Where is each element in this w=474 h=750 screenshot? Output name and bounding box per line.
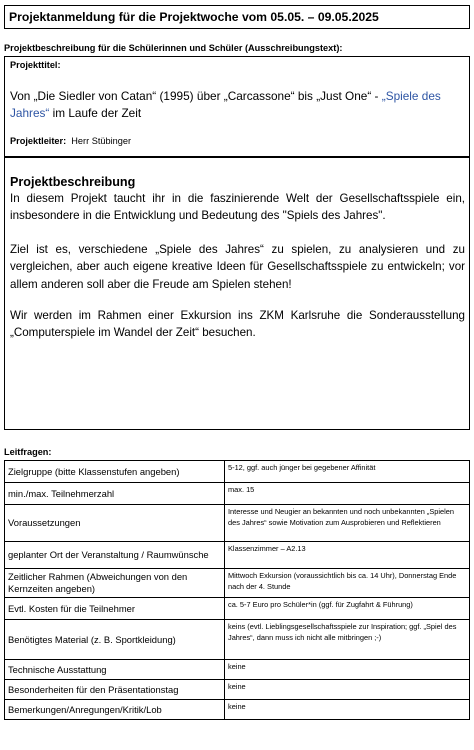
table-row (5, 620, 470, 660)
question-cell: Bemerkungen/Anregungen/Kritik/Lob (5, 700, 225, 720)
question-cell: geplanter Ort der Veranstaltung / Raumwünsche (5, 542, 225, 569)
answer-cell: keins (evtl. Lieblingsgesellschaftsspiele zur Inspiration; ggf. „Spiel des Jahres“, dann muss ich nicht alle mitbringen ;-) (225, 620, 470, 660)
project-description-heading: Projektbeschreibung (10, 175, 136, 189)
answer-cell: Mittwoch Exkursion (voraussichtlich bis ca. 14 Uhr), Donnerstag Ende nach der 4. Stunde (225, 569, 470, 598)
question-cell: Besonderheiten für den Präsentationstag (5, 680, 225, 700)
description-paragraph: Wir werden im Rahmen einer Exkursion ins ZKM Karlsruhe die Sonderausstellung „Computerspiele im Wandel der Zeit“ besuchen. (10, 309, 465, 340)
question-cell: Evtl. Kosten für die Teilnehmer (5, 598, 225, 620)
project-title-box (4, 56, 470, 157)
project-leader (10, 136, 131, 146)
project-title (10, 88, 460, 122)
table-row (5, 483, 470, 505)
answer-cell: keine (225, 700, 470, 720)
leitfragen-heading: Leitfragen: (4, 447, 52, 457)
table-row (5, 542, 470, 569)
table-row (5, 505, 470, 542)
answer-cell: max. 15 (225, 483, 470, 505)
table-row (5, 461, 470, 483)
description-paragraph: In diesem Projekt taucht ihr in die faszinierende Welt der Gesellschaftsspiele ein, insbesondere in die Entwicklung und Bedeutung des "Spiels des Jahres". (10, 192, 465, 223)
project-description-box (4, 157, 470, 430)
answer-cell: 5-12, ggf. auch jünger bei gegebener Affinität (225, 461, 470, 483)
answer-cell: ca. 5-7 Euro pro Schüler*in (ggf. für Zugfahrt & Führung) (225, 598, 470, 620)
leitfragen-table (4, 460, 470, 720)
project-title-part1: Von „Die Siedler von Catan“ (1995) über „Carcassone“ bis „Just One“ - (10, 89, 382, 103)
project-title-highlight: „Spiele des Jahres“ (10, 89, 441, 120)
question-cell: Technische Ausstattung (5, 660, 225, 680)
answer-cell: Klassenzimmer – A2.13 (225, 542, 470, 569)
project-title-part3: im Laufe der Zeit (49, 106, 142, 120)
description-section-heading: Projektbeschreibung für die Schülerinnen und Schüler (Ausschreibungstext): (4, 43, 343, 53)
table-row (5, 569, 470, 598)
question-cell: Zielgruppe (bitte Klassenstufen angeben) (5, 461, 225, 483)
table-row (5, 700, 470, 720)
table-row (5, 680, 470, 700)
table-row (5, 598, 470, 620)
answer-cell: Interesse und Neugier an bekannten und noch unbekannten „Spielen des Jahres“ sowie Motivation zum Ausprobieren und Reflektieren (225, 505, 470, 542)
project-title-label: Projekttitel: (10, 60, 61, 70)
description-paragraph: Ziel ist es, verschiedene „Spiele des Jahres“ zu spielen, zu analysieren und zu vergleichen, aber auch eigene kreative Ideen für Gesellschaftsspiele zu entwickeln; vor allem anderen soll aber die Freude am Spielen stehen! (10, 243, 465, 291)
answer-cell: keine (225, 660, 470, 680)
project-leader-label: Projektleiter: (10, 136, 67, 146)
question-cell: Benötigtes Material (z. B. Sportkleidung) (5, 620, 225, 660)
page-title: Projektanmeldung für die Projektwoche vom 05.05. – 09.05.2025 (4, 5, 470, 29)
answer-cell: keine (225, 680, 470, 700)
question-cell: Voraussetzungen (5, 505, 225, 542)
question-cell: Zeitlicher Rahmen (Abweichungen von den Kernzeiten angeben) (5, 569, 225, 598)
project-leader-name: Herr Stübinger (71, 136, 132, 146)
question-cell: min./max. Teilnehmerzahl (5, 483, 225, 505)
table-row (5, 660, 470, 680)
